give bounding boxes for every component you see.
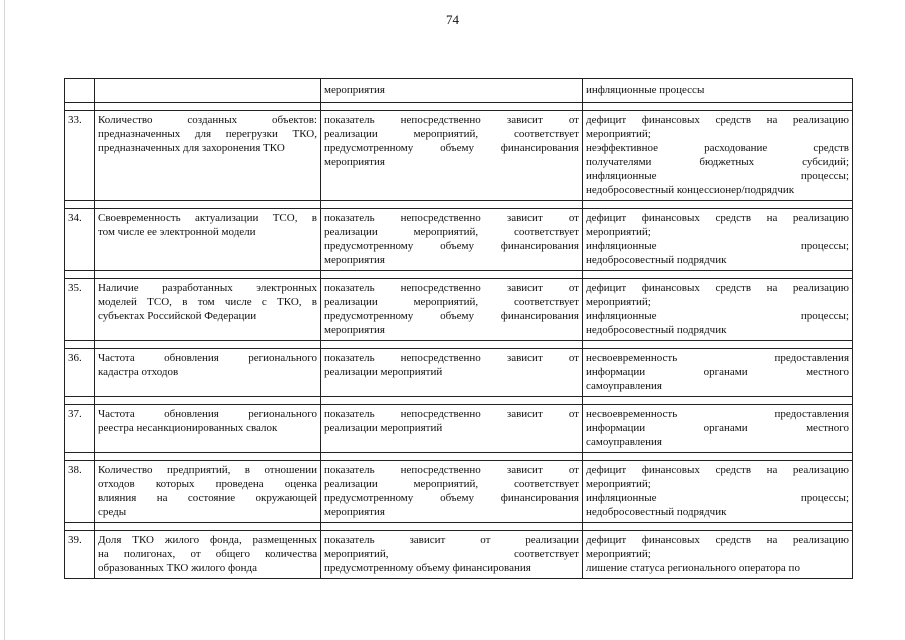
relation-cell-line: реализации мероприятий, соответствует: [324, 128, 579, 140]
relation-cell: [321, 209, 583, 271]
indicator-cell-line: Доля ТКО жилого фонда, размещенных: [98, 534, 317, 546]
relation-cell: [321, 531, 583, 579]
risks-cell-line: несвоевременность предоставления: [586, 408, 849, 420]
indicator-cell-line: Наличие разработанных электронных: [98, 282, 317, 294]
risks-cell: [583, 349, 853, 397]
spacer-cell: [95, 103, 321, 111]
spacer-cell: [583, 201, 853, 209]
indicator-cell: [95, 531, 321, 579]
spacer-cell: [321, 523, 583, 531]
indicator-cell-line: отходов которых проведена оценка: [98, 478, 317, 490]
risks-cell-line: дефицит финансовых средств на реализацию: [586, 212, 849, 224]
indicator-cell-line: Количество созданных объектов:: [98, 114, 317, 126]
row-number: 33.: [65, 111, 95, 201]
risks-cell: [583, 531, 853, 579]
risks-cell: [583, 111, 853, 201]
risks-cell-line: мероприятий;: [586, 128, 651, 140]
spacer-cell: [583, 523, 853, 531]
indicator-cell-line: кадастра отходов: [98, 366, 179, 378]
spacer-cell: [95, 453, 321, 461]
risks-cell-line: мероприятий;: [586, 548, 651, 560]
row-number: 37.: [65, 405, 95, 453]
relation-cell-line: показатель непосредственно зависит от: [324, 114, 579, 126]
indicator-cell: [95, 461, 321, 523]
indicator-cell-line: Частота обновления регионального: [98, 352, 317, 364]
risks-cell-line: дефицит финансовых средств на реализацию: [586, 534, 849, 546]
relation-cell-line: показатель непосредственно зависит от: [324, 352, 579, 364]
relation-cell-line: реализации мероприятий, соответствует: [324, 296, 579, 308]
spacer-cell: [95, 523, 321, 531]
table-body: [65, 79, 853, 579]
relation-cell-line: мероприятия: [324, 506, 385, 518]
indicator-cell-line: субъектах Российской Федерации: [98, 310, 257, 322]
table-row: [65, 209, 853, 271]
spacer-cell: [95, 341, 321, 349]
relation-cell-line: предусмотренному объему финансирования: [324, 310, 579, 322]
header-cell-risks: инфляционные процессы: [583, 79, 853, 103]
risks-cell: [583, 209, 853, 271]
risks-cell-line: дефицит финансовых средств на реализацию: [586, 464, 849, 476]
indicator-cell: [95, 349, 321, 397]
spacer-cell: [321, 453, 583, 461]
indicator-cell-line: образованных ТКО жилого фонда: [98, 562, 258, 574]
risks-cell-line: информации органами местного: [586, 366, 849, 378]
spacer-cell: [583, 103, 853, 111]
indicator-cell-line: предназначенных для захоронения ТКО: [98, 142, 285, 154]
risks-cell-line: инфляционные процессы;: [586, 492, 849, 504]
relation-cell-line: предусмотренному объему финансирования: [324, 562, 531, 574]
relation-cell-line: мероприятий, соответствует: [324, 548, 579, 560]
relation-cell-line: показатель непосредственно зависит от: [324, 282, 579, 294]
spacer-cell: [95, 397, 321, 405]
spacer-cell: [321, 201, 583, 209]
indicator-cell-line: предназначенных для перегрузки ТКО,: [98, 128, 317, 140]
row-number: 38.: [65, 461, 95, 523]
risks-cell: [583, 461, 853, 523]
table-spacer-row: [65, 523, 853, 531]
relation-cell-line: мероприятия: [324, 324, 385, 336]
indicator-cell: [95, 209, 321, 271]
indicator-cell: [95, 405, 321, 453]
spacer-cell: [321, 397, 583, 405]
indicator-cell-line: реестра несанкционированных свалок: [98, 422, 278, 434]
spacer-cell: [95, 271, 321, 279]
page-edge-line: [4, 0, 5, 640]
table-row: [65, 349, 853, 397]
relation-cell: [321, 111, 583, 201]
risks-cell-line: лишение статуса регионального оператора по: [586, 562, 800, 574]
relation-cell-line: показатель непосредственно зависит от: [324, 464, 579, 476]
relation-cell-line: реализации мероприятий: [324, 366, 443, 378]
relation-cell: [321, 279, 583, 341]
relation-cell-line: реализации мероприятий: [324, 422, 443, 434]
risks-cell-line: инфляционные процессы;: [586, 240, 849, 252]
risks-cell-line: недобросовестный концессионер/подрядчик: [586, 184, 795, 196]
header-cell-num: [65, 79, 95, 103]
header-cell-relation: мероприятия: [321, 79, 583, 103]
table-header-row: [65, 79, 853, 103]
risks-cell-line: получателями бюджетных субсидий;: [586, 156, 849, 168]
risks-cell-line: недобросовестный подрядчик: [586, 506, 727, 518]
indicator-cell-line: моделей ТСО, в том числе с ТКО, в: [98, 296, 317, 308]
indicator-cell-line: влияния на состояние окружающей: [98, 492, 317, 504]
spacer-cell: [95, 201, 321, 209]
table-row: [65, 405, 853, 453]
spacer-cell: [65, 271, 95, 279]
risks-cell-line: инфляционные процессы;: [586, 310, 849, 322]
spacer-cell: [321, 103, 583, 111]
relation-cell-line: предусмотренному объему финансирования: [324, 142, 579, 154]
indicators-table: [64, 78, 853, 579]
relation-cell-line: реализации мероприятий, соответствует: [324, 478, 579, 490]
relation-cell-line: показатель непосредственно зависит от: [324, 212, 579, 224]
spacer-cell: [65, 341, 95, 349]
relation-cell-line: предусмотренному объему финансирования: [324, 492, 579, 504]
relation-cell-line: показатель зависит от реализации: [324, 534, 579, 546]
risks-cell-line: недобросовестный подрядчик: [586, 254, 727, 266]
indicator-cell: [95, 111, 321, 201]
header-cell-indicator: [95, 79, 321, 103]
spacer-cell: [65, 453, 95, 461]
risks-cell-line: неэффективное расходование средств: [586, 142, 849, 154]
table-row: [65, 461, 853, 523]
row-number: 34.: [65, 209, 95, 271]
risks-cell-line: самоуправления: [586, 436, 662, 448]
relation-cell-line: показатель непосредственно зависит от: [324, 408, 579, 420]
table-spacer-row: [65, 453, 853, 461]
relation-cell-line: реализации мероприятий, соответствует: [324, 226, 579, 238]
table-spacer-row: [65, 397, 853, 405]
spacer-cell: [65, 523, 95, 531]
spacer-cell: [583, 453, 853, 461]
risks-cell-line: самоуправления: [586, 380, 662, 392]
table-row: [65, 531, 853, 579]
indicator-cell-line: Количество предприятий, в отношении: [98, 464, 317, 476]
indicator-cell-line: Своевременность актуализации ТСО, в: [98, 212, 317, 224]
spacer-cell: [583, 341, 853, 349]
relation-cell-line: мероприятия: [324, 156, 385, 168]
relation-cell-line: предусмотренному объему финансирования: [324, 240, 579, 252]
indicator-cell-line: среды: [98, 506, 127, 518]
table-spacer-row: [65, 201, 853, 209]
table-spacer-row: [65, 103, 853, 111]
risks-cell-line: несвоевременность предоставления: [586, 352, 849, 364]
table-spacer-row: [65, 341, 853, 349]
table-spacer-row: [65, 271, 853, 279]
risks-cell-line: мероприятий;: [586, 296, 651, 308]
row-number: 35.: [65, 279, 95, 341]
spacer-cell: [583, 397, 853, 405]
relation-cell: [321, 461, 583, 523]
relation-cell-line: мероприятия: [324, 254, 385, 266]
risks-cell-line: дефицит финансовых средств на реализацию: [586, 282, 849, 294]
table-row: [65, 279, 853, 341]
risks-cell: [583, 405, 853, 453]
page-number: 74: [446, 12, 459, 27]
spacer-cell: [65, 201, 95, 209]
spacer-cell: [321, 271, 583, 279]
spacer-cell: [321, 341, 583, 349]
risks-cell: [583, 279, 853, 341]
risks-cell-line: инфляционные процессы;: [586, 170, 849, 182]
risks-cell-line: мероприятий;: [586, 478, 651, 490]
relation-cell: [321, 349, 583, 397]
indicator-cell-line: Частота обновления регионального: [98, 408, 317, 420]
indicator-cell-line: том числе ее электронной модели: [98, 226, 256, 238]
risks-cell-line: недобросовестный подрядчик: [586, 324, 727, 336]
row-number: 36.: [65, 349, 95, 397]
spacer-cell: [65, 397, 95, 405]
indicator-cell-line: на полигонах, от общего количества: [98, 548, 317, 560]
indicator-cell: [95, 279, 321, 341]
spacer-cell: [583, 271, 853, 279]
risks-cell-line: дефицит финансовых средств на реализацию: [586, 114, 849, 126]
row-number: 39.: [65, 531, 95, 579]
risks-cell-line: информации органами местного: [586, 422, 849, 434]
spacer-cell: [65, 103, 95, 111]
relation-cell: [321, 405, 583, 453]
risks-cell-line: мероприятий;: [586, 226, 651, 238]
table-row: [65, 111, 853, 201]
